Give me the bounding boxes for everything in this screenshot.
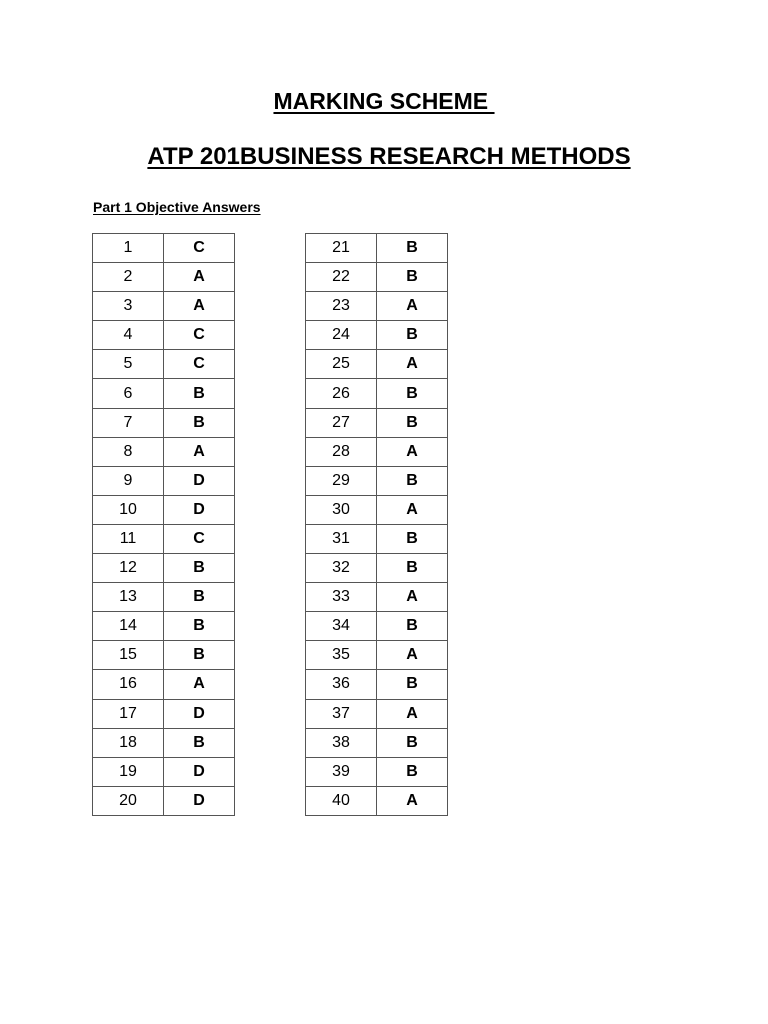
answer-letter: D [164,466,235,495]
question-number: 26 [306,379,377,408]
question-number: 10 [93,495,164,524]
table-row [306,408,448,437]
question-number: 17 [93,699,164,728]
question-number: 8 [93,437,164,466]
answer-letter: A [377,641,448,670]
answer-letter: B [377,670,448,699]
question-number: 37 [306,699,377,728]
table-row [306,495,448,524]
answer-letter: C [164,234,235,263]
question-number: 27 [306,408,377,437]
answer-table-left [92,233,235,816]
question-number: 3 [93,292,164,321]
answer-letter: B [377,524,448,553]
table-row [306,612,448,641]
answer-letter: B [377,234,448,263]
table-row [306,263,448,292]
question-number: 9 [93,466,164,495]
answer-letter: B [164,554,235,583]
question-number: 33 [306,583,377,612]
answer-letter: B [377,379,448,408]
question-number: 31 [306,524,377,553]
question-number: 16 [93,670,164,699]
answer-letter: C [164,524,235,553]
question-number: 23 [306,292,377,321]
table-row [93,670,235,699]
table-row [93,263,235,292]
answer-letter: B [377,612,448,641]
question-number: 32 [306,554,377,583]
question-number: 19 [93,757,164,786]
table-row [306,234,448,263]
table-row [93,408,235,437]
answer-letter: B [164,641,235,670]
answer-letter: D [164,495,235,524]
table-row [93,292,235,321]
answer-letter: B [377,263,448,292]
table-row [306,757,448,786]
question-number: 34 [306,612,377,641]
answer-letter: A [377,495,448,524]
table-row [306,292,448,321]
table-row [306,583,448,612]
question-number: 20 [93,786,164,815]
answer-letter: A [164,437,235,466]
answer-letter: A [377,786,448,815]
table-row [306,379,448,408]
table-row [306,350,448,379]
table-row [93,234,235,263]
answer-letter: D [164,699,235,728]
answer-letter: A [377,437,448,466]
question-number: 29 [306,466,377,495]
question-number: 12 [93,554,164,583]
answer-table-left-body [93,234,235,816]
table-row [93,757,235,786]
answer-letter: C [164,321,235,350]
table-row [93,699,235,728]
answer-letter: A [164,670,235,699]
question-number: 24 [306,321,377,350]
table-row [93,524,235,553]
answer-letter: A [377,292,448,321]
answer-table-right-body [306,234,448,816]
question-number: 14 [93,612,164,641]
question-number: 35 [306,641,377,670]
question-number: 13 [93,583,164,612]
question-number: 36 [306,670,377,699]
question-number: 5 [93,350,164,379]
question-number: 18 [93,728,164,757]
table-row [93,728,235,757]
table-row [306,728,448,757]
table-row [93,786,235,815]
table-row [306,641,448,670]
answer-letter: B [164,408,235,437]
table-row [93,554,235,583]
question-number: 4 [93,321,164,350]
table-row [306,554,448,583]
question-number: 30 [306,495,377,524]
answer-letter: B [377,321,448,350]
answer-letter: B [164,583,235,612]
question-number: 22 [306,263,377,292]
question-number: 1 [93,234,164,263]
table-row [93,583,235,612]
answer-letter: A [377,699,448,728]
table-row [93,612,235,641]
answer-letter: B [377,554,448,583]
answer-letter: C [164,350,235,379]
answer-letter: D [164,786,235,815]
question-number: 11 [93,524,164,553]
question-number: 25 [306,350,377,379]
question-number: 21 [306,234,377,263]
answer-letter: A [377,583,448,612]
table-row [93,495,235,524]
answer-letter: B [377,466,448,495]
table-row [306,524,448,553]
table-row [306,786,448,815]
table-row [93,437,235,466]
table-row [93,321,235,350]
question-number: 40 [306,786,377,815]
answer-letter: B [164,612,235,641]
question-number: 39 [306,757,377,786]
answer-letter: D [164,757,235,786]
table-row [306,466,448,495]
document-subtitle: ATP 201BUSINESS RESEARCH METHODS [147,143,631,170]
question-number: 38 [306,728,377,757]
answer-letter: B [164,379,235,408]
table-row [93,466,235,495]
answer-letter: B [377,728,448,757]
answer-table-right [305,233,448,816]
table-row [306,321,448,350]
question-number: 2 [93,263,164,292]
answer-letter: B [377,757,448,786]
table-row [93,641,235,670]
question-number: 28 [306,437,377,466]
table-row [93,350,235,379]
question-number: 7 [93,408,164,437]
section-heading: Part 1 Objective Answers [93,199,261,215]
answer-letter: A [164,292,235,321]
question-number: 6 [93,379,164,408]
table-row [306,437,448,466]
answer-letter: B [377,408,448,437]
question-number: 15 [93,641,164,670]
table-row [93,379,235,408]
answer-letter: A [164,263,235,292]
answer-letter: B [164,728,235,757]
answer-letter: A [377,350,448,379]
document-title: MARKING SCHEME [273,88,495,114]
table-row [306,670,448,699]
table-row [306,699,448,728]
